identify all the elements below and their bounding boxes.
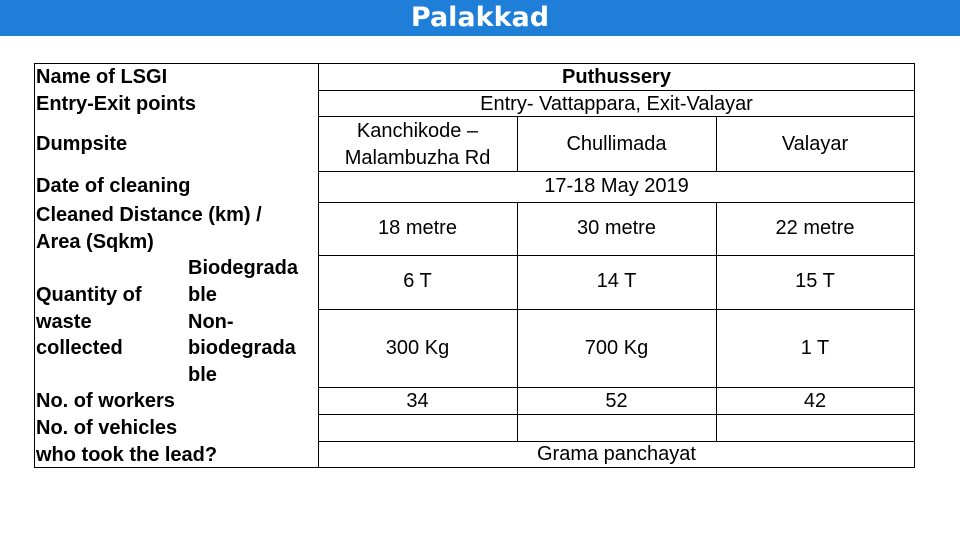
row-line	[318, 116, 915, 117]
row-line	[318, 309, 915, 310]
label-lsgi: Name of LSGI	[36, 66, 168, 88]
value-biodegradable-1: 6 T	[403, 270, 432, 292]
value-date: 17-18 May 2019	[544, 175, 689, 197]
value-workers-2: 52	[605, 390, 628, 412]
label-date: Date of cleaning	[36, 175, 191, 197]
label-entry-exit: Entry-Exit points	[36, 93, 197, 115]
value-biodegradable-2: 14 T	[596, 270, 637, 292]
value-nonbiodegradable-3: 1 T	[800, 337, 830, 359]
page-title: Palakkad	[410, 2, 550, 33]
label-distance-line1: Cleaned Distance (km) /	[36, 204, 262, 226]
value-dumpsite-1-line2: Malambuzha Rd	[344, 147, 491, 169]
row-line	[318, 90, 915, 91]
label-biodegradable-line2: ble	[188, 284, 217, 306]
value-biodegradable-3: 15 T	[795, 270, 835, 292]
value-workers-1: 34	[406, 390, 429, 412]
value-dumpsite-3: Valayar	[781, 133, 849, 155]
row-line	[318, 202, 915, 203]
table-border-left	[34, 63, 35, 468]
row-line	[318, 255, 915, 256]
label-biodegradable-line1: Biodegrada	[188, 257, 299, 279]
value-lead: Grama panchayat	[537, 443, 696, 465]
value-distance-1: 18 metre	[378, 217, 457, 239]
value-distance-3: 22 metre	[775, 217, 855, 239]
value-nonbiodegradable-2: 700 Kg	[584, 337, 649, 359]
table-border-bottom	[34, 467, 915, 468]
label-nonbiodegradable-line1: Non-	[188, 311, 234, 333]
label-vehicles: No. of vehicles	[36, 417, 178, 439]
value-nonbiodegradable-1: 300 Kg	[385, 337, 450, 359]
table-border-right	[914, 63, 915, 468]
label-dumpsite: Dumpsite	[36, 133, 128, 155]
value-lsgi: Puthussery	[562, 66, 671, 88]
value-workers-3: 42	[803, 390, 827, 412]
row-line	[318, 414, 915, 415]
value-entry-exit: Entry- Vattappara, Exit-Valayar	[480, 93, 753, 115]
label-workers: No. of workers	[36, 390, 175, 412]
table-border-top	[34, 63, 915, 64]
row-line	[318, 387, 915, 388]
label-quantity-line3: collected	[36, 337, 123, 359]
value-dumpsite-1-line1: Kanchikode –	[356, 120, 479, 142]
label-nonbiodegradable-line2: biodegrada	[188, 337, 296, 359]
row-line	[318, 171, 915, 172]
value-dumpsite-2: Chullimada	[566, 133, 667, 155]
label-quantity-line2: waste	[36, 311, 92, 333]
label-distance-line2: Area (Sqkm)	[36, 231, 154, 253]
row-line	[318, 441, 915, 442]
label-lead: who took the lead?	[36, 444, 218, 466]
label-nonbiodegradable-line3: ble	[188, 364, 217, 386]
value-distance-2: 30 metre	[577, 217, 656, 239]
label-quantity-line1: Quantity of	[36, 284, 142, 306]
